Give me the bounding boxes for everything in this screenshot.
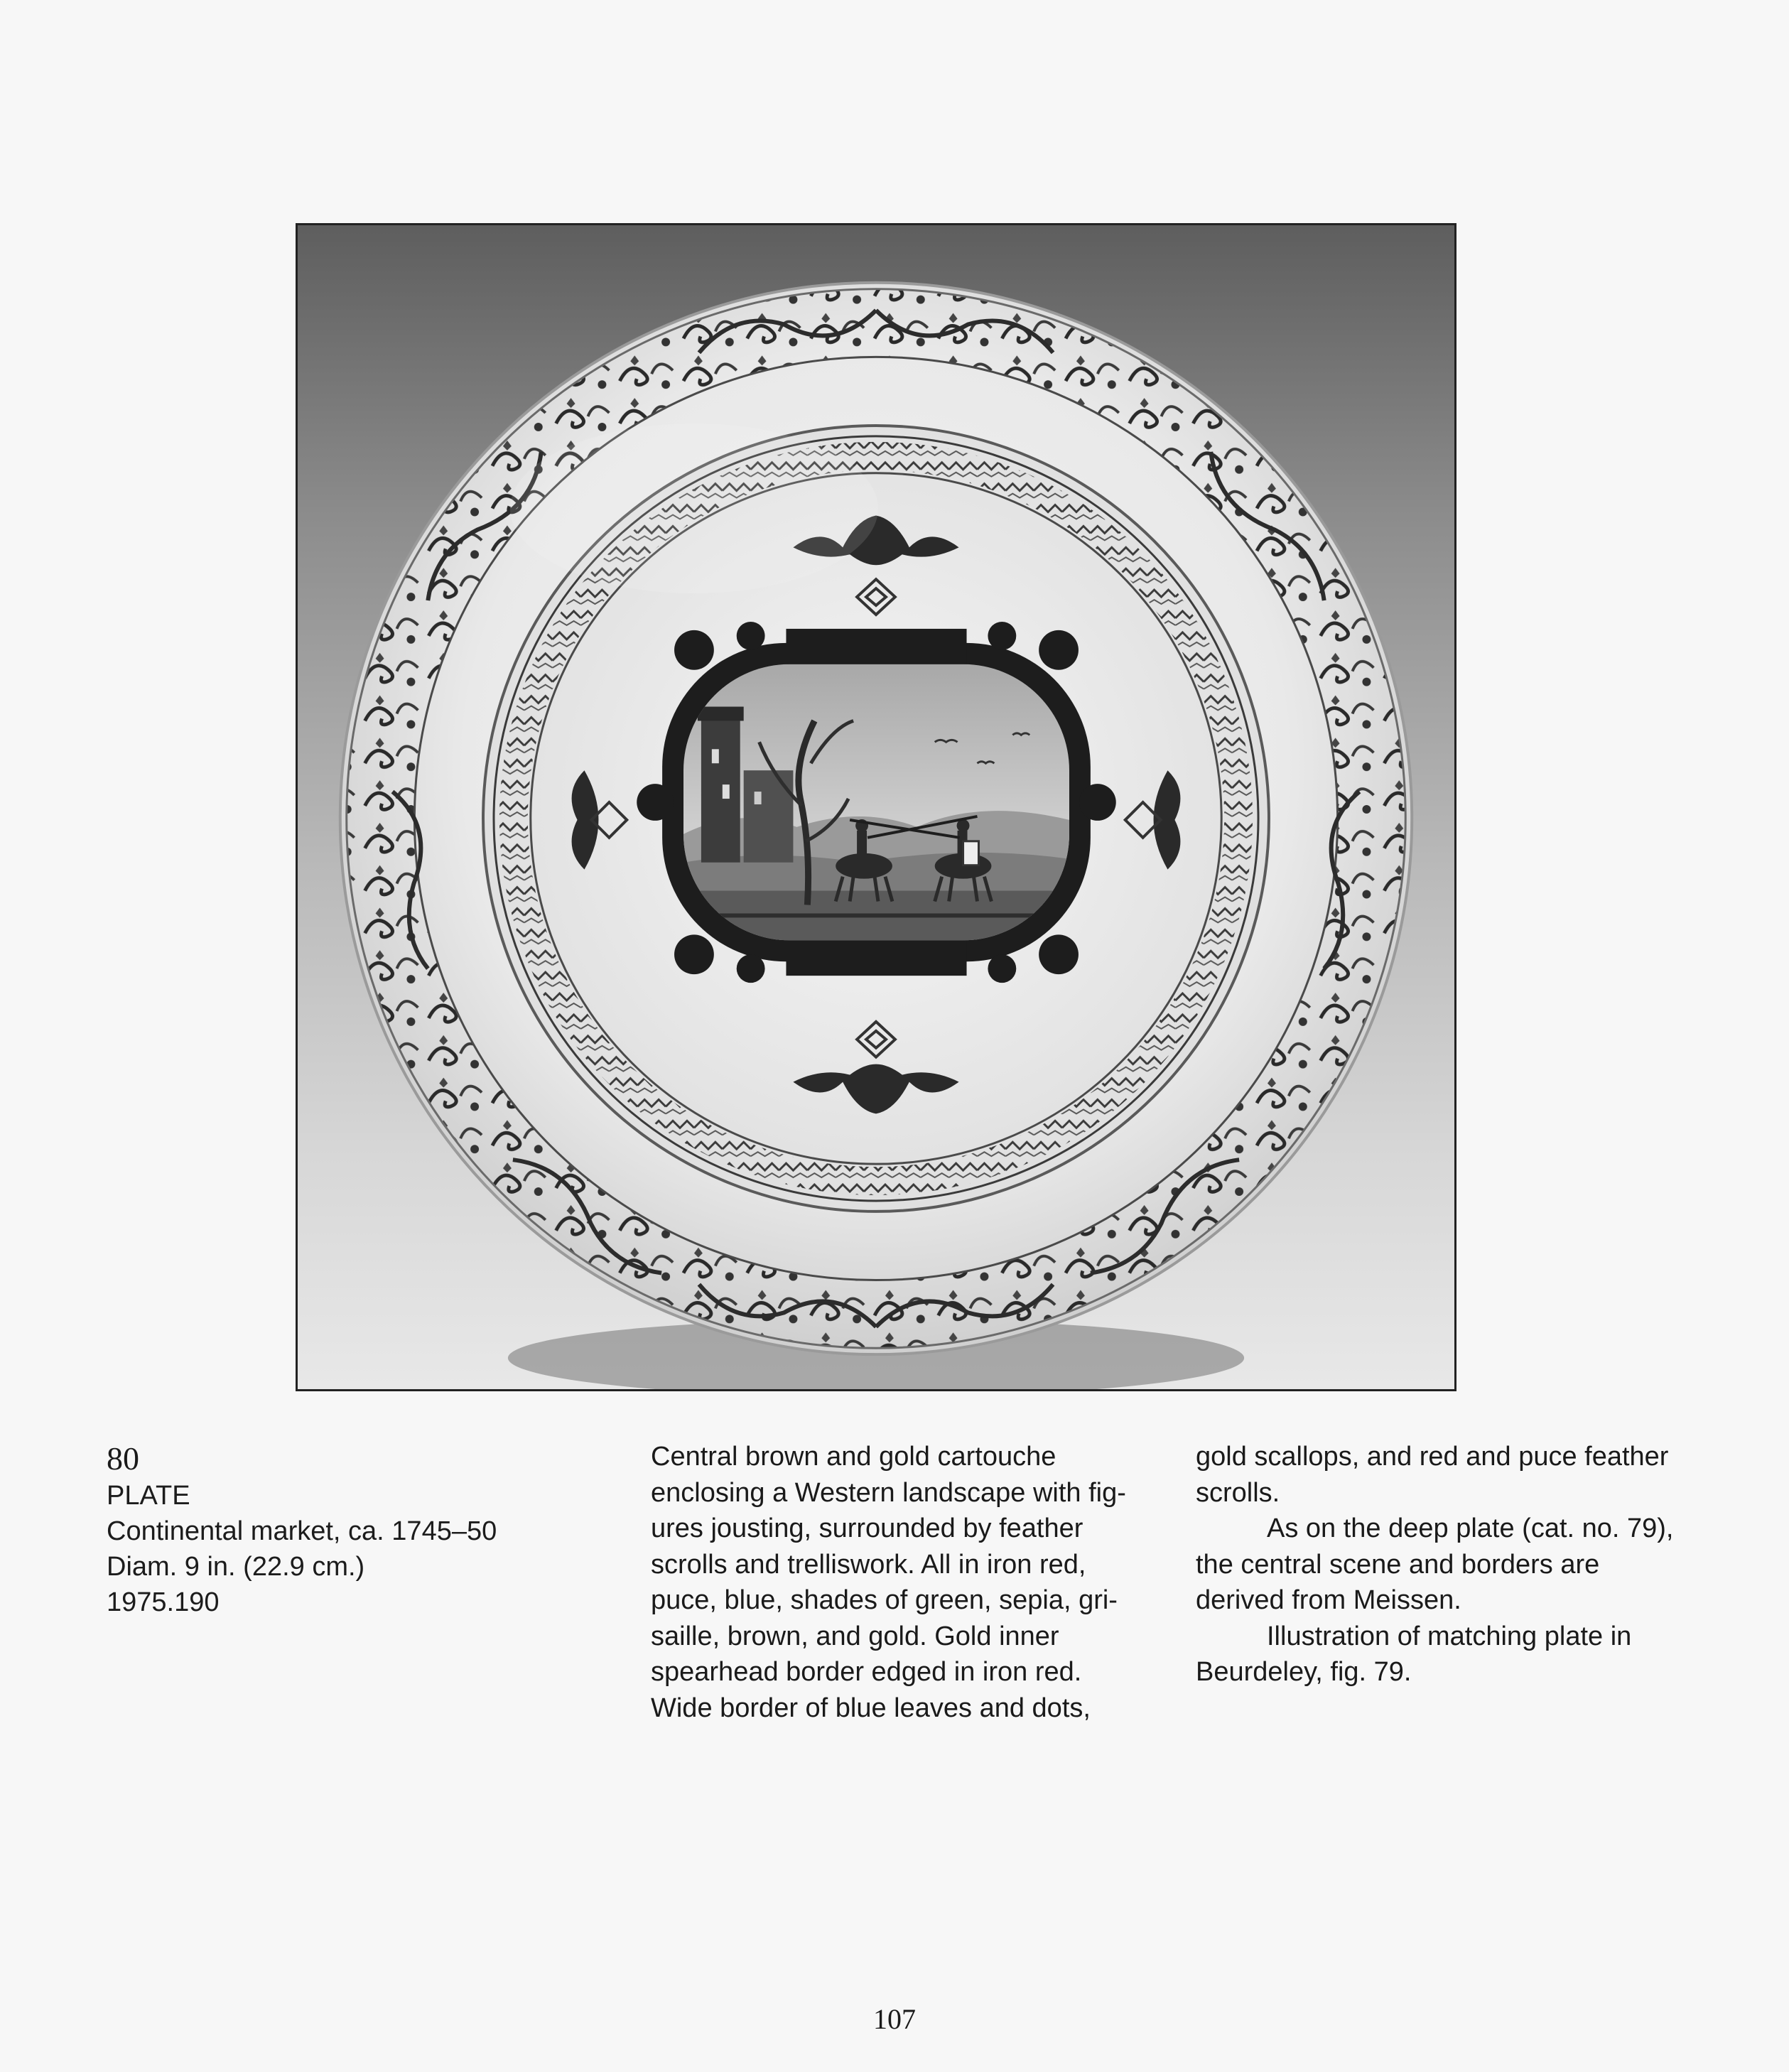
description-line: spearhead border edged in iron red. — [651, 1657, 1082, 1687]
description-line: gold scallops, and red and puce feather — [1196, 1442, 1669, 1472]
description-line: Illustration of matching plate in — [1267, 1621, 1632, 1651]
plate-photograph — [296, 223, 1456, 1391]
description-column-1 — [651, 1439, 1126, 1726]
object-market-date: Continental market, ca. 1745–50 — [107, 1516, 497, 1546]
catalog-number: 80 — [107, 1440, 139, 1477]
accession-number: 1975.190 — [107, 1587, 220, 1617]
description-line: scrolls and trelliswork. All in iron red, — [651, 1549, 1086, 1580]
description-line: Beurdeley, fig. 79. — [1196, 1657, 1412, 1687]
description-line: puce, blue, shades of green, sepia, gri- — [651, 1585, 1118, 1615]
description-line: ures jousting, surrounded by feather — [651, 1513, 1083, 1543]
object-title: PLATE — [107, 1481, 190, 1511]
description-line: scrolls. — [1196, 1477, 1280, 1508]
description-column-2 — [1196, 1439, 1679, 1690]
page-number: 107 — [873, 2003, 916, 2035]
plate-illustration — [298, 225, 1454, 1389]
description-line: Central brown and gold cartouche — [651, 1442, 1056, 1472]
catalog-entry-details — [107, 1478, 497, 1620]
description-line: the central scene and borders are — [1196, 1549, 1600, 1580]
description-line: Wide border of blue leaves and dots, — [651, 1693, 1091, 1723]
description-line: saille, brown, and gold. Gold inner — [651, 1621, 1059, 1651]
description-line: derived from Meissen. — [1196, 1585, 1461, 1615]
description-line: enclosing a Western landscape with fig- — [651, 1477, 1126, 1508]
description-line: As on the deep plate (cat. no. 79), — [1267, 1513, 1674, 1543]
object-dimensions: Diam. 9 in. (22.9 cm.) — [107, 1552, 365, 1582]
